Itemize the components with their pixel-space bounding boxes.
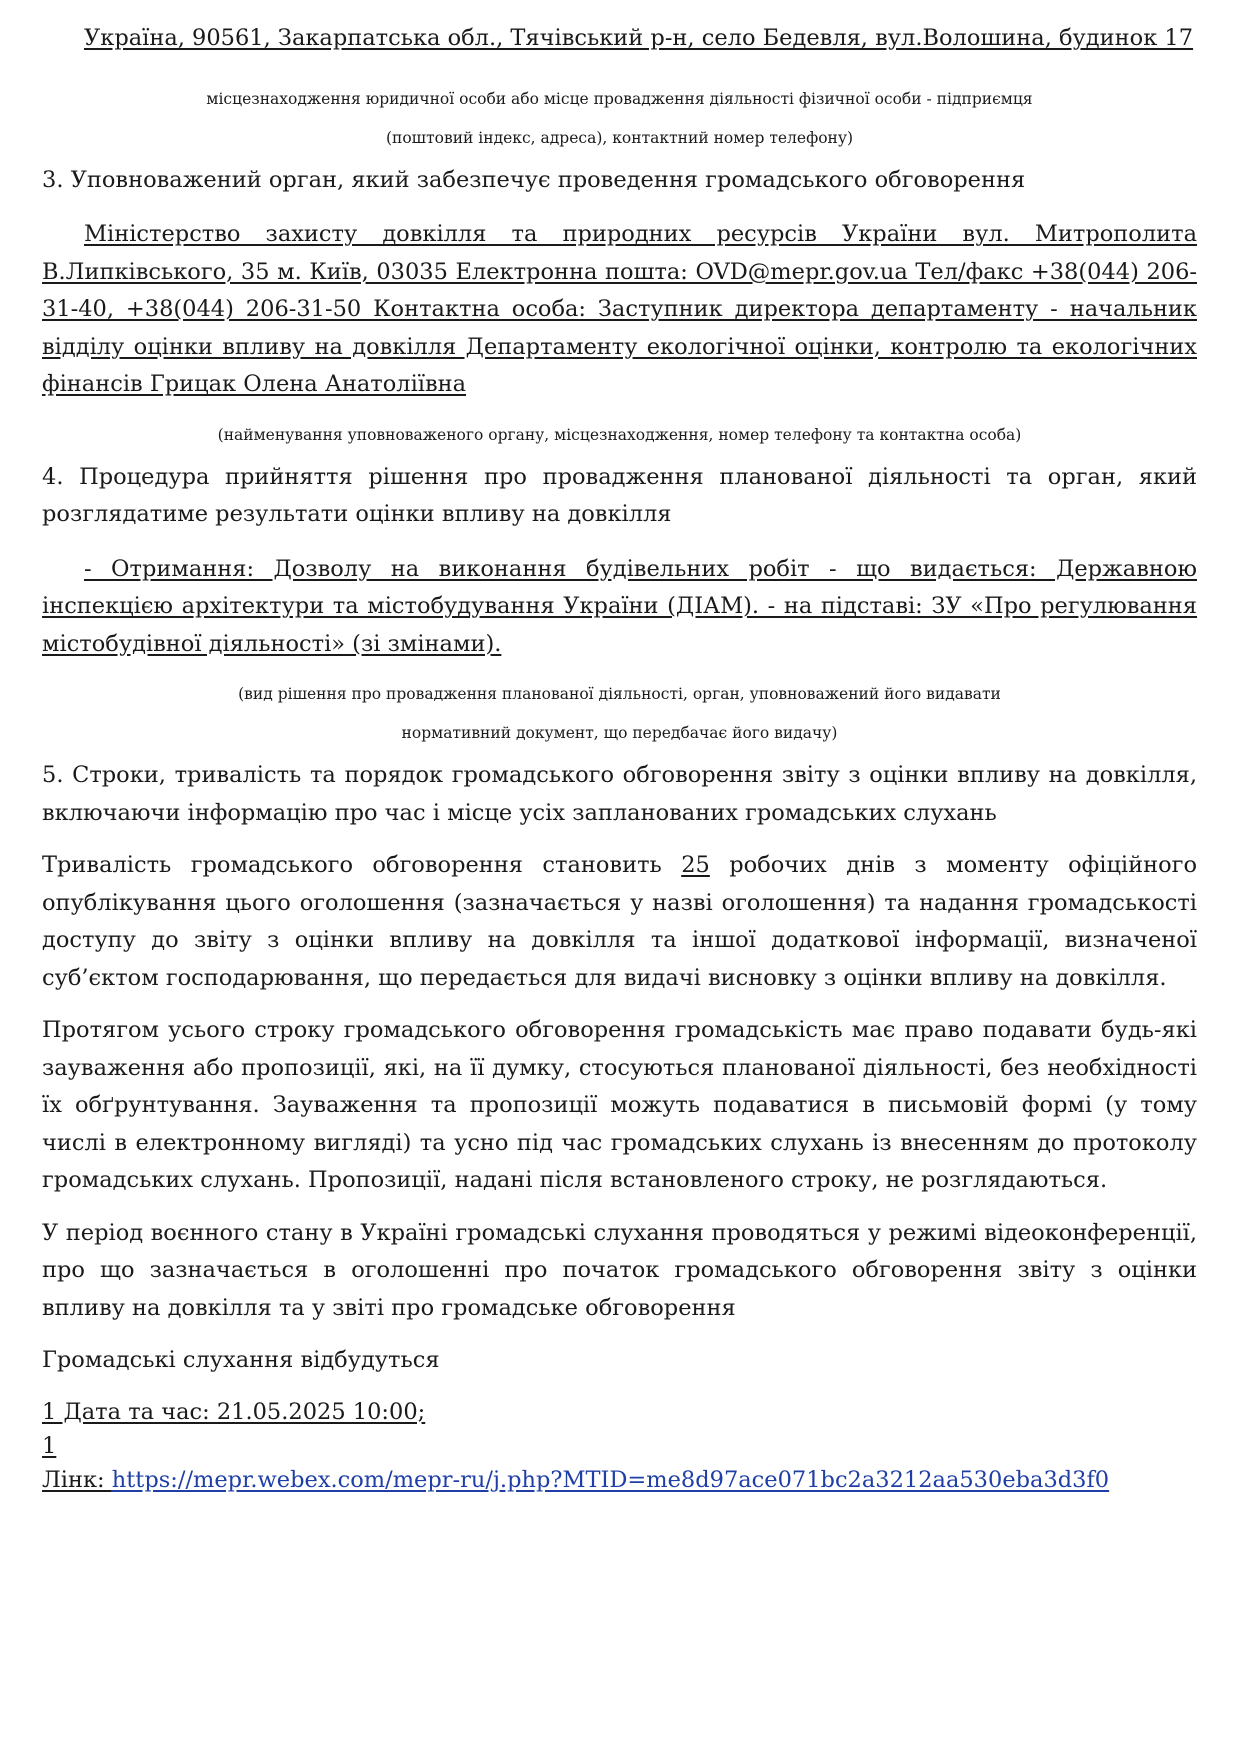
martial-law-paragraph: У період воєнного стану в Україні громадські слухання проводяться у режимі відеоконференції, про що зазначається в оголошенні про початок громадського обговорення звіту з оцінки впливу на довкілля та у звіті про громадське обговорення xyxy=(42,1219,1197,1321)
decision-procedure: - Отримання: Дозволу на виконання будівельних робіт - що видається: Державною інспекцією архітектури та містобудування України (ДІАМ). - на підставі: ЗУ «Про регулювання містобудівної діяльності» (зі змінами). xyxy=(42,555,1197,657)
duration-days: 25 xyxy=(681,852,710,878)
decision-caption-line2: нормативний документ, що передбачає його видачу) xyxy=(401,724,838,742)
hearing-number: 1 xyxy=(42,1432,57,1459)
hearings-title: Громадські слухання відбудуться xyxy=(42,1347,440,1373)
hearing-link-label: Лінк: xyxy=(42,1466,112,1493)
webex-meeting-link[interactable]: https://mepr.webex.com/mepr-ru/j.php?MTID=me8d97ace071bc2a3212aa530eba3d3f0 xyxy=(111,1466,1110,1493)
authority-caption: (найменування уповноваженого органу, місцезнаходження, номер телефону та контактна особа) xyxy=(217,425,1022,444)
authority-details: Міністерство захисту довкілля та природних ресурсів України вул. Митрополита В.Липківського, 35 м. Київ, 03035 Електронна пошта: OVD@mepr.gov.ua Тел/факс +38(044) 206-31-40, +38(044) 206-31-50 Контактна особа: Заступник директора департаменту - начальник відділу оцінки впливу на довкілля Департаменту екологічної оцінки, контролю та екологічних фінансів Грицак Олена Анатоліївна xyxy=(42,221,1197,397)
hearing-datetime: 1 Дата та час: 21.05.2025 10:00; xyxy=(42,1398,426,1425)
applicant-address: Україна, 90561, Закарпатська обл., Тячівський р-н, село Бедевля, вул.Волошина, будинок 17 xyxy=(84,25,1194,51)
address-caption-line1: місцезнаходження юридичної особи або місце провадження діяльності фізичної особи - підприємця xyxy=(206,89,1033,108)
address-caption-line2: (поштовий індекс, адреса), контактний номер телефону) xyxy=(385,128,854,147)
duration-text-before: Тривалість громадського обговорення становить xyxy=(42,852,682,878)
comments-paragraph: Протягом усього строку громадського обговорення громадськість має право подавати будь-які зауваження або пропозиції, які, на її думку, стосуються планованої діяльності, без необхідності їх обґрунтування. Зауваження та пропозиції можуть подаватися в письмовій формі (у тому числі в електронному вигляді) та усно під час громадських слухань із внесенням до протоколу громадських слухань. Пропозиції, надані після встановленого строку, не розглядаються. xyxy=(42,1017,1197,1193)
section3-heading: 3. Уповноважений орган, який забезпечує проведення громадського обговорення xyxy=(42,166,1026,193)
document-page xyxy=(42,20,1197,1497)
duration-paragraph xyxy=(42,847,1197,997)
decision-caption-line1: (вид рішення про провадження планованої діяльності, орган, уповноважений його видавати xyxy=(238,685,1001,703)
section5-heading: 5. Строки, тривалість та порядок громадського обговорення звіту з оцінки впливу на довкілля, включаючи інформацію про час і місце усіх запланованих громадських слухань xyxy=(42,762,1197,826)
section4-heading: 4. Процедура прийняття рішення про провадження планованої діяльності та орган, який розглядатиме результати оцінки впливу на довкілля xyxy=(42,463,1197,527)
duration-text-after: робочих днів з моменту офіційного опублікування цього оголошення (зазначається у назві оголошення) та надання громадськості доступу до звіту з оцінки впливу на довкілля та іншої додаткової інформації, визначеної суб’єктом господарювання, що передається для видачі висновку з оцінки впливу на довкілля. xyxy=(42,852,1197,991)
hearing-link-line xyxy=(42,1463,1197,1497)
